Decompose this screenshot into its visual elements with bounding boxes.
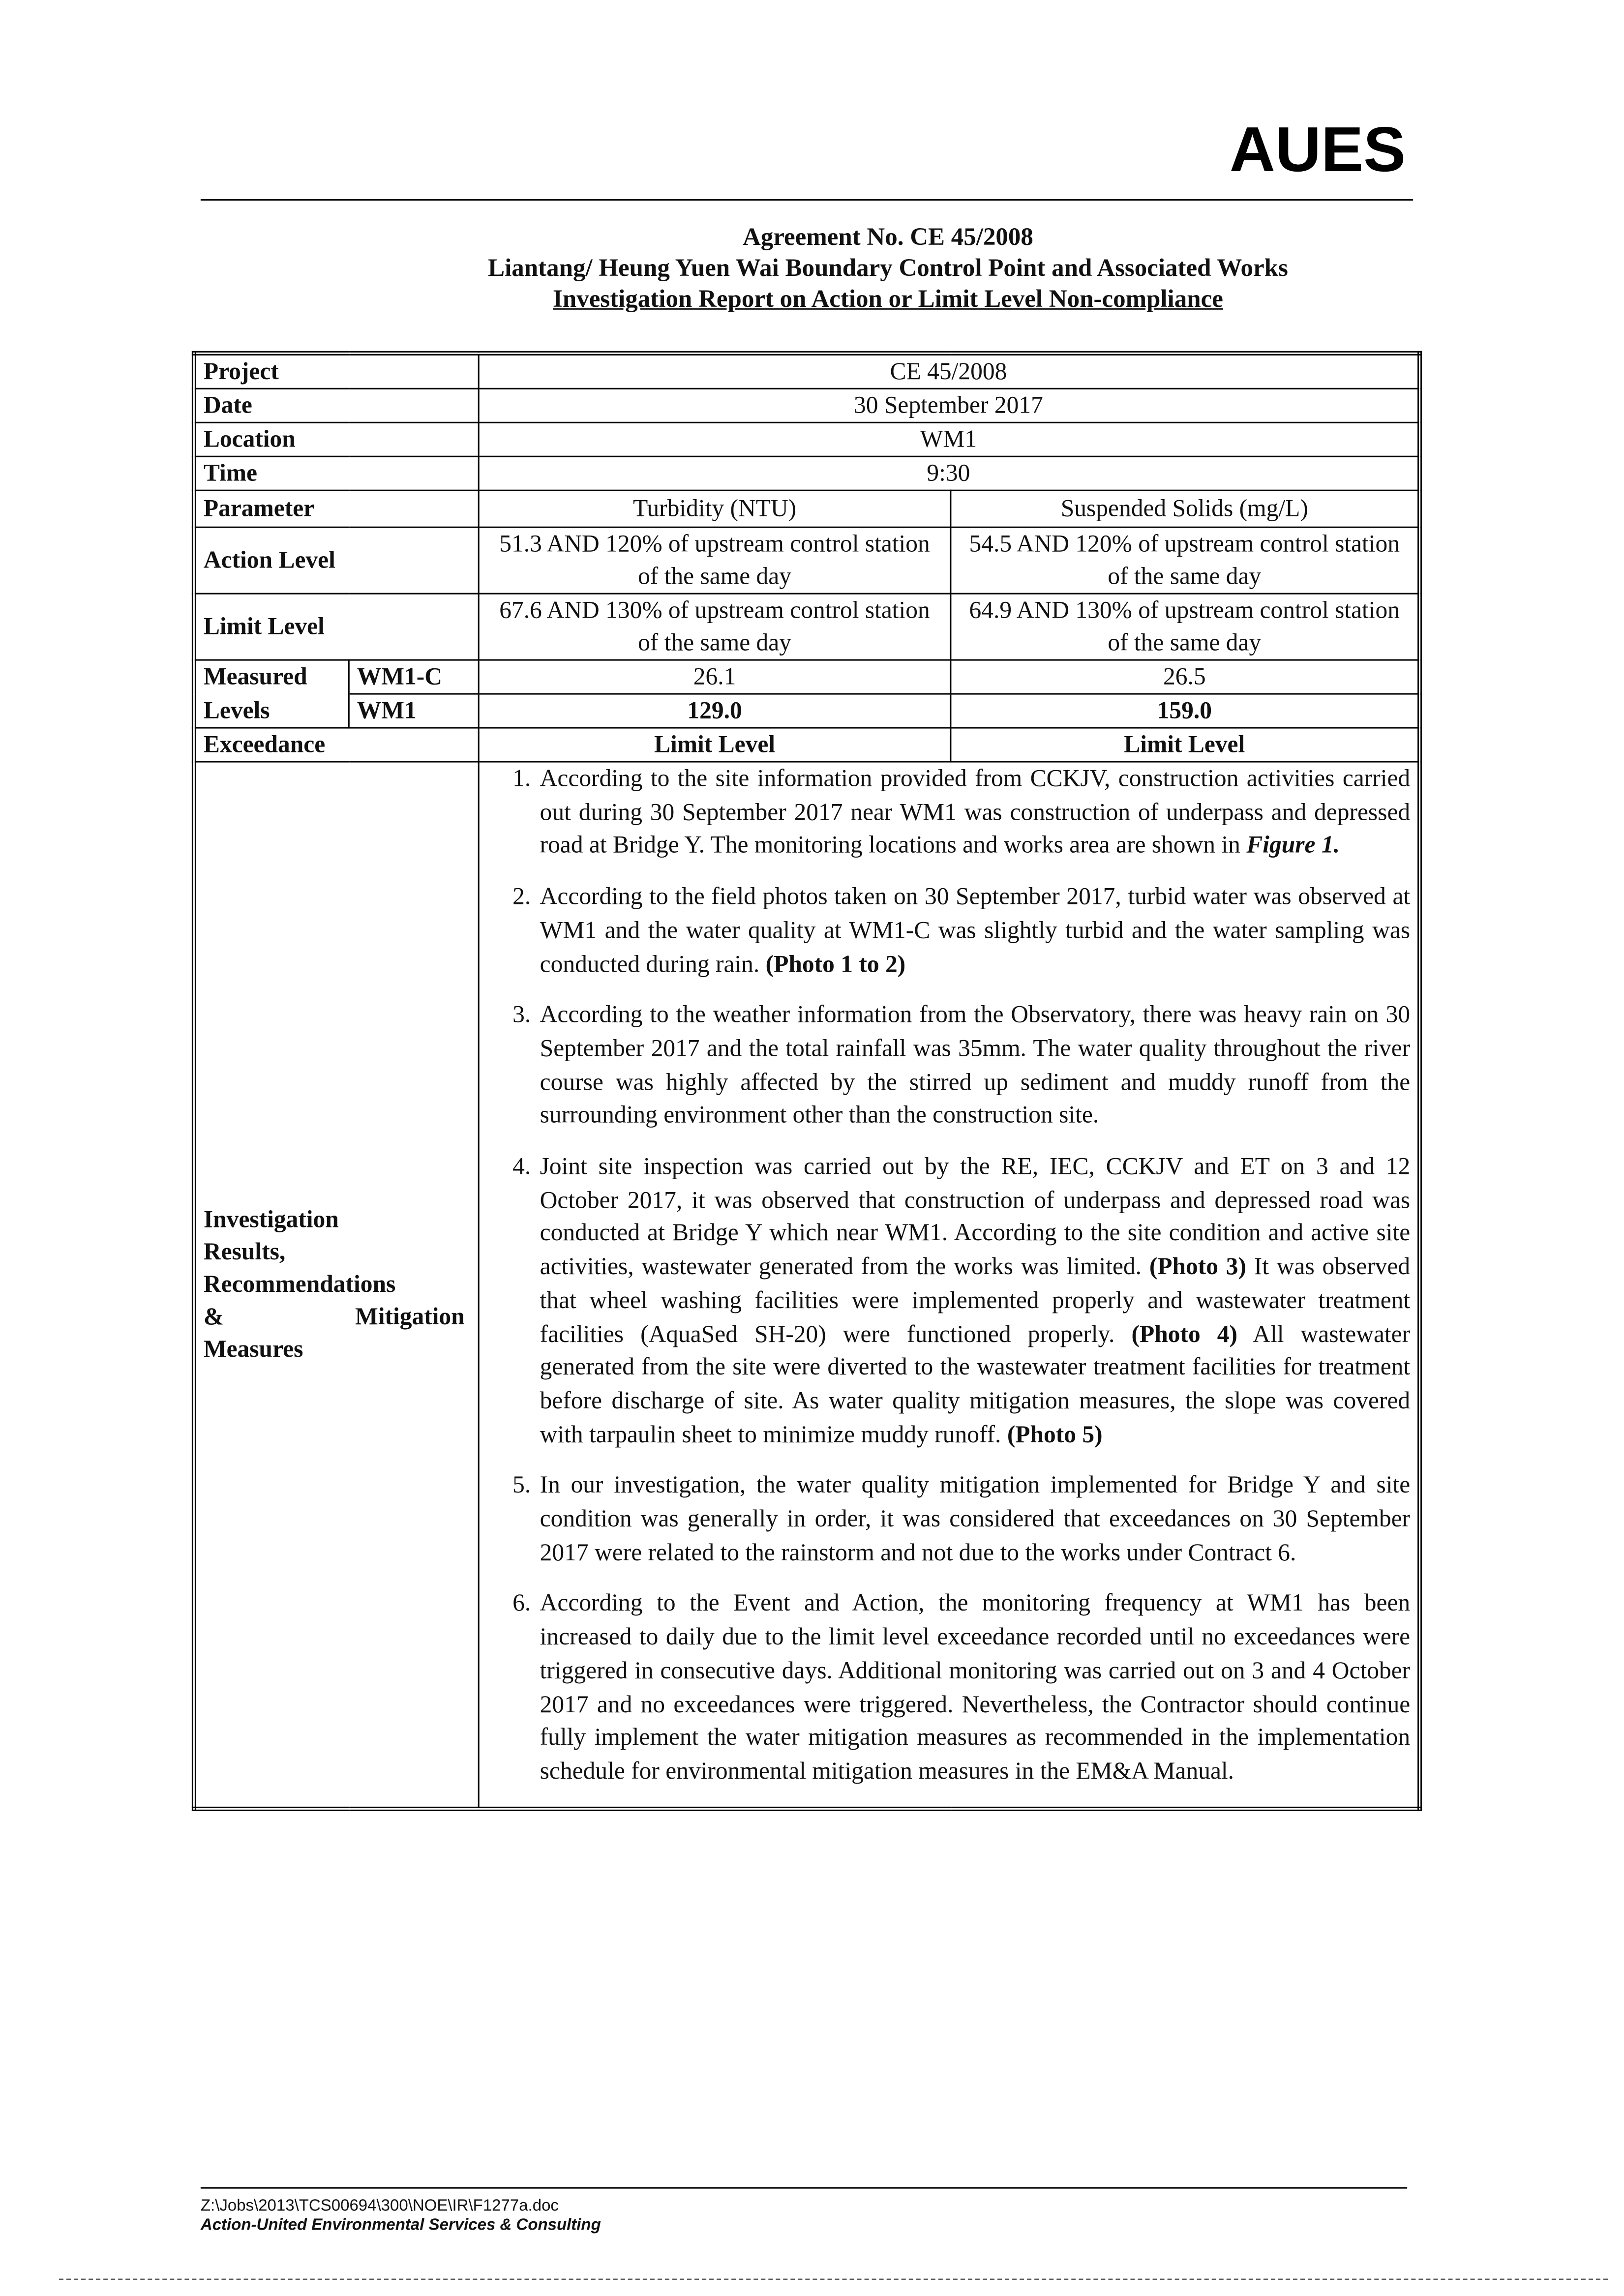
wm1c-turbidity: 26.1 — [479, 660, 951, 694]
finding-1: 1. According to the site information provided from CCKJV, construction activities carried out during 30 September 2017 near WM1 was construction of underpass and depressed road at Bridge Y. The monitoring locations and works area are shown in Figure 1. — [537, 763, 1411, 863]
measured-label: Measured — [194, 660, 349, 694]
time-label: Time — [194, 456, 479, 490]
project-label: Project — [194, 353, 479, 388]
station-wm1-label: WM1 — [349, 694, 479, 728]
row-parameter — [194, 490, 1419, 527]
limit-level-label: Limit Level — [194, 594, 479, 660]
header-rule — [201, 199, 1413, 201]
row-investigation — [194, 762, 1419, 1808]
finding-5: 5. In our investigation, the water quality mitigation implemented for Bridge Y and site condition was generally in order, it was considered that exceedances on 30 September 2017 were related to the rainstorm and not due to the works under Contract 6. — [537, 1469, 1411, 1570]
levels-label: Levels — [194, 694, 349, 728]
date-value: 30 September 2017 — [479, 388, 1419, 422]
project-value: CE 45/2008 — [479, 353, 1419, 388]
station-wm1c-label: WM1-C — [349, 660, 479, 694]
row-measured-wm1c — [194, 660, 1419, 694]
limit-level-suspended-solids: 64.9 AND 130% of upstream control station of the same day — [951, 594, 1420, 660]
row-exceedance — [194, 728, 1419, 762]
time-value: 9:30 — [479, 456, 1419, 490]
footer — [201, 2198, 601, 2236]
action-level-label: Action Level — [194, 527, 479, 594]
location-label: Location — [194, 422, 479, 456]
limit-level-turbidity: 67.6 AND 130% of upstream control station of the same day — [479, 594, 951, 660]
finding-4: 4. Joint site inspection was carried out by the RE, IEC, CCKJV and ET on 3 and 12 October 2017, it was observed that construction of underpass and depressed road was conducted at Bridge Y which near WM1. According to the site condition and active site activities, wastewater generated from the works was limited. (Photo 3) It was observed that wheel washing facilities were implemented properly and wastewater treatment facilities (AquaSed SH-20) were functioned properly. (Photo 4) All wastewater generated from the site were diverted to the wastewater treatment facilities for treatment before discharge of site. As water quality mitigation measures, the slope was covered with tarpaulin sheet to minimize muddy runoff. (Photo 5) — [537, 1150, 1411, 1452]
photo-reference: (Photo 3) — [1149, 1252, 1247, 1281]
photo-reference: (Photo 1 to 2) — [765, 949, 906, 977]
project-title: Liantang/ Heung Yuen Wai Boundary Control Point and Associated Works — [488, 253, 1288, 282]
parameter-label: Parameter — [194, 490, 479, 527]
title-block — [201, 221, 1575, 314]
exceedance-turbidity: Limit Level — [479, 728, 951, 762]
investigation-table — [192, 351, 1422, 1811]
finding-3: 3. According to the weather information from the Observatory, there was heavy rain on 30 September 2017 and the total rainfall was 35mm. The water quality throughout the river course was highly affected by the stirred up sediment and muddy runoff from the surrounding environment other than the construction site. — [537, 999, 1411, 1133]
agreement-number: Agreement No. CE 45/2008 — [742, 222, 1033, 251]
date-label: Date — [194, 388, 479, 422]
wm1c-suspended-solids: 26.5 — [951, 660, 1420, 694]
figure-reference: Figure 1 — [1246, 831, 1334, 859]
row-location — [194, 422, 1419, 456]
parameter-turbidity: Turbidity (NTU) — [479, 490, 951, 527]
photo-reference: (Photo 4) — [1131, 1319, 1237, 1347]
report-title: Investigation Report on Action or Limit Level Non-compliance — [553, 284, 1223, 313]
parameter-suspended-solids: Suspended Solids (mg/L) — [951, 490, 1420, 527]
row-limit-level — [194, 594, 1419, 660]
wm1-suspended-solids: 159.0 — [951, 694, 1420, 728]
action-level-turbidity: 51.3 AND 120% of upstream control station of the same day — [479, 527, 951, 594]
findings-list — [487, 763, 1410, 1789]
file-path: Z:\Jobs\2013\TCS00694\300\NOE\IR\F1277a.doc — [200, 2197, 559, 2215]
row-action-level — [194, 527, 1419, 594]
finding-6: 6. According to the Event and Action, the monitoring frequency at WM1 has been increased to daily due to the limit level exceedance recorded until no exceedances were triggered in consecutive days. Additional monitoring was carried out on 3 and 4 October 2017 and no exceedances were triggered. Nevertheless, the Contractor should continue fully implement the water mitigation measures as recommended in the implementation schedule for environmental mitigation measures in the EM&A Manual. — [537, 1587, 1411, 1789]
scan-edge-line — [59, 2279, 1608, 2280]
finding-2: 2. According to the field photos taken on 30 September 2017, turbid water was observed at WM1 and the water quality at WM1-C was slightly turbid and the water sampling was conducted during rain. (Photo 1 to 2) — [537, 881, 1411, 981]
row-measured-wm1 — [194, 694, 1419, 728]
photo-reference: (Photo 5) — [1007, 1420, 1103, 1448]
company-name: Action-United Environmental Services & Consulting — [200, 2216, 601, 2235]
row-date — [194, 388, 1419, 422]
investigation-label: Investigation Results, Recommendations & Mitigation Measures — [194, 762, 479, 1808]
wm1-turbidity: 129.0 — [479, 694, 951, 728]
company-logo: AUES — [1229, 115, 1406, 186]
investigation-findings — [479, 762, 1419, 1808]
location-value: WM1 — [479, 422, 1419, 456]
footer-rule — [201, 2187, 1407, 2189]
exceedance-suspended-solids: Limit Level — [951, 728, 1420, 762]
row-project — [194, 353, 1419, 388]
action-level-suspended-solids: 54.5 AND 120% of upstream control station of the same day — [951, 527, 1420, 594]
row-time — [194, 456, 1419, 490]
exceedance-label: Exceedance — [194, 728, 479, 762]
